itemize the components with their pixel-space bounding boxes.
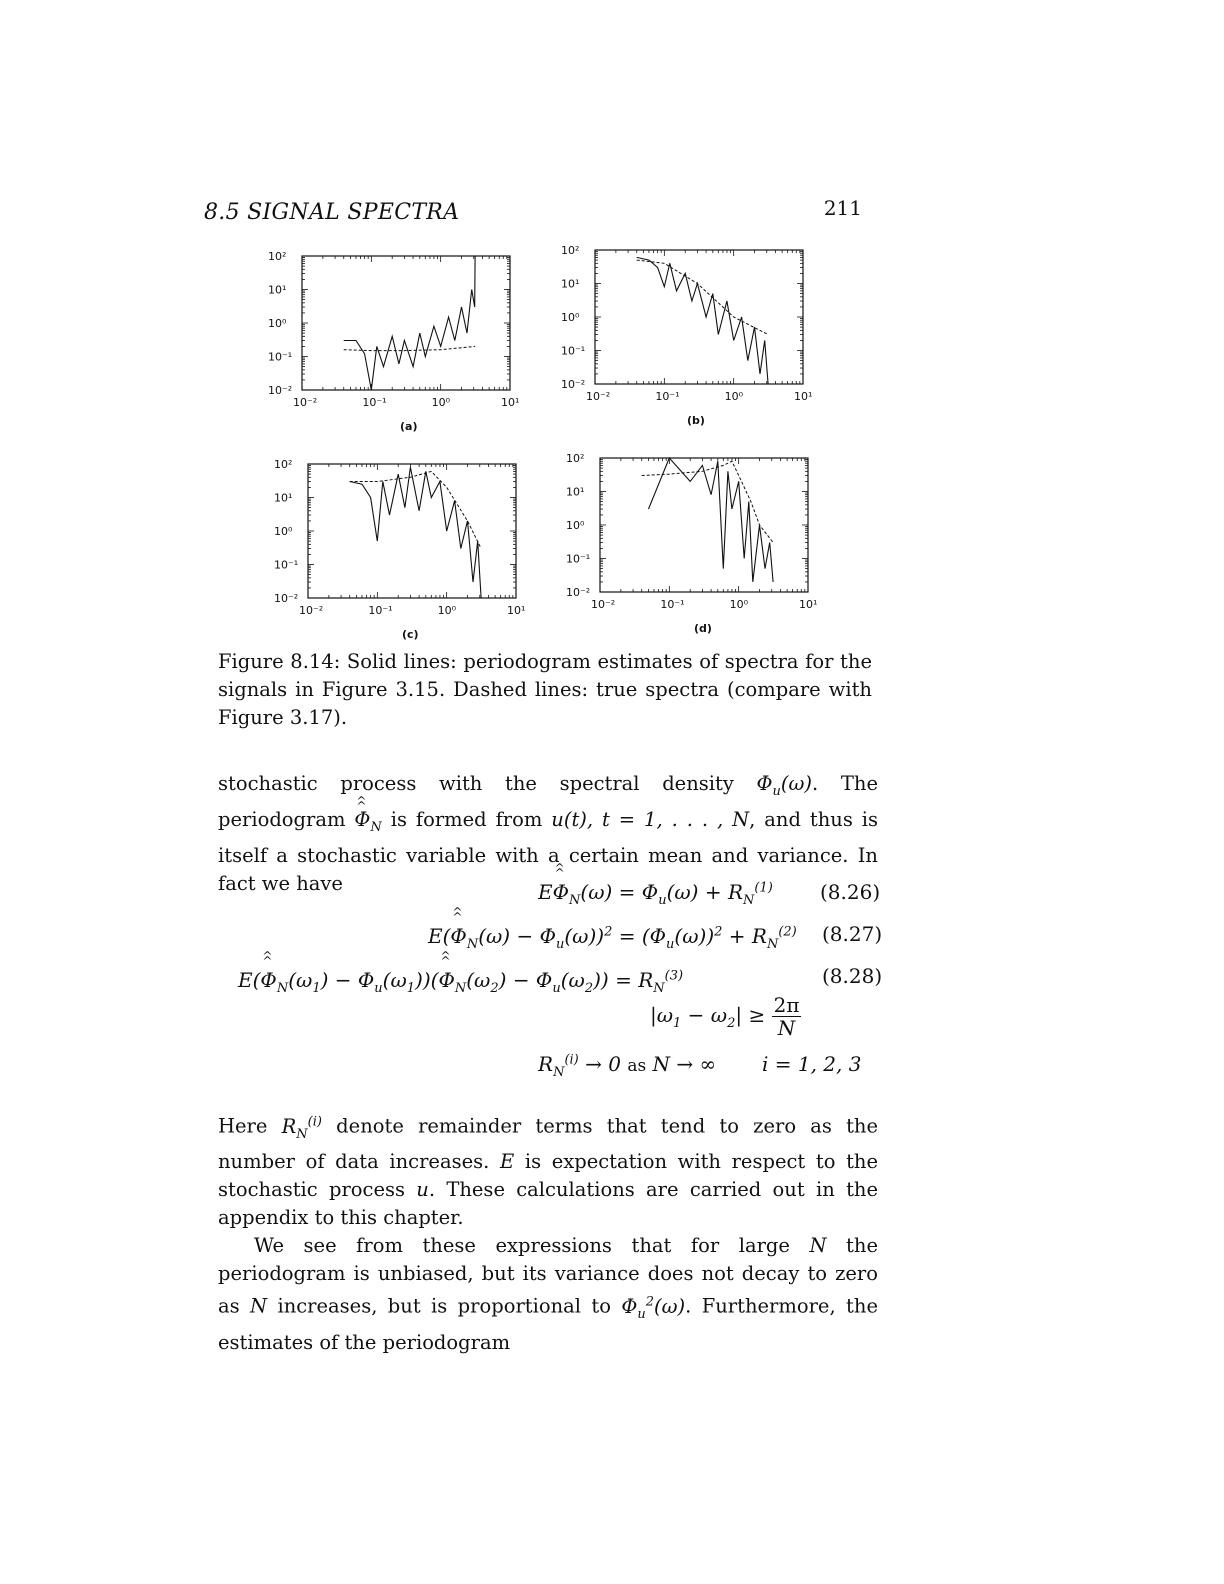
para2-text-b: denote remainder terms that tend to zero as the number of data increases. — [218, 1114, 879, 1174]
index-range: i = 1, 2, 3 — [762, 1052, 862, 1076]
math-u-t: u(t), t = 1, . . . , N — [551, 807, 750, 831]
y-tick-label: 10⁻¹ — [274, 558, 299, 572]
equation-8-26: E^ Φ $\^{}_N(\omega) = \Phi_u(\omega) + R_N^{(1)}$ — [538, 880, 773, 908]
para2-text-d: . These calculations are carried out in the appendix to this chapter. — [218, 1178, 878, 1230]
section-title: 8.5 SIGNAL SPECTRA — [204, 200, 460, 225]
limit-as-text: as — [627, 1056, 647, 1076]
x-tick-label: 10¹ — [799, 598, 818, 611]
panel-label-b: (b) — [687, 414, 705, 427]
y-tick-label: 10² — [268, 250, 287, 263]
para2-text-a: Here — [218, 1114, 282, 1138]
x-tick-label: 10⁻² — [299, 604, 324, 617]
x-tick-label: 10¹ — [507, 604, 526, 617]
panel-label-c: (c) — [402, 628, 419, 641]
y-tick-label: 10⁰ — [274, 525, 293, 538]
equation-8-27: E(^ Φ $\^{}_N(\omega) - \Phi_u(\omega))^2 = (\Phi_u(\omega))^2 + R_N^{(2)}$ — [428, 924, 797, 952]
plot-frame — [302, 256, 510, 390]
equation-8-28: E(^ Φ $\^{}_N(\omega_1)$ − $\Phi_u(\omega_1))(\^{}$ Φ $\^{}_N(\omega_2) - \Phi_u(\omega_2)) = R_N^{(3)}$ — [238, 968, 683, 996]
spectrum-panel-d — [560, 446, 850, 656]
panel-label-a: (a) — [400, 420, 418, 433]
periodogram-line — [637, 257, 768, 384]
periodogram-line — [350, 467, 481, 598]
y-tick-label: 10² — [274, 458, 293, 471]
x-tick-label: 10⁰ — [729, 598, 749, 611]
equation-remainder-limit: $R_N^{(i)} \to 0$ as N → ∞ — [538, 1052, 717, 1080]
x-tick-label: 10⁰ — [724, 390, 744, 403]
paragraph-3: We see from these expressions that for large N the periodogram is unbiased, but its variance does not decay to zero as N increases, but is proportional to $\Phi_u^2(\omega)$. Furthermore, the estimates of the periodogram — [218, 1234, 878, 1354]
periodogram-line — [344, 256, 475, 390]
y-tick-label: 10² — [566, 452, 585, 465]
equation-omega-condition: $|\omega_1 - \omega_2|$ ≥ $\frac{2\pi}{N}$ — [650, 993, 800, 1040]
x-tick-label: 10⁰ — [431, 396, 451, 409]
y-tick-label: 10⁰ — [268, 317, 287, 330]
y-tick-label: 10⁻² — [561, 378, 586, 391]
x-tick-label: 10⁻¹ — [362, 396, 387, 409]
panel-label-d: (d) — [694, 622, 712, 635]
para1-text-a: stochastic process with the spectral density — [218, 772, 757, 795]
y-tick-label: 10⁻¹ — [561, 344, 586, 358]
y-tick-label: 10⁻² — [274, 592, 299, 605]
eq-number-8-28: (8.28) — [822, 964, 883, 988]
para3-text-d: . Furthermore, the estimates of the periodogram — [218, 1294, 878, 1354]
para2-text-c: is expectation with respect to the stochastic process — [218, 1150, 879, 1202]
x-tick-label: 10⁻¹ — [368, 604, 393, 617]
y-tick-label: 10⁻² — [566, 586, 591, 599]
y-tick-label: 10¹ — [274, 491, 293, 505]
y-tick-label: 10⁰ — [566, 519, 585, 532]
true-spectrum-line — [642, 461, 773, 542]
true-spectrum-line — [637, 260, 768, 334]
spectrum-panel-b — [555, 238, 845, 448]
spectrum-panel-a — [262, 244, 552, 454]
page-number: 211 — [823, 196, 862, 220]
x-tick-label: 10⁻² — [293, 396, 318, 409]
y-tick-label: 10⁻² — [268, 384, 293, 397]
math-phi-hat-n: ^ Φ ^ — [354, 806, 370, 834]
para1-text-d: , and thus is itself a stochastic variable with a certain mean and variance. In fact we have — [218, 807, 879, 895]
x-tick-label: 10⁻¹ — [655, 390, 680, 403]
x-tick-label: 10¹ — [501, 396, 520, 409]
y-tick-label: 10⁻¹ — [268, 350, 293, 364]
y-tick-label: 10¹ — [566, 485, 585, 499]
y-tick-label: 10⁰ — [561, 311, 580, 324]
true-spectrum-line — [344, 346, 475, 350]
para1-text-b: . The periodogram — [218, 772, 878, 831]
para3-text-c: increases, but is proportional to — [267, 1294, 622, 1318]
paragraph-2: Here $R_N^{(i)}$ denote remainder terms that tend to zero as the number of data increases. E is expectation with respect to the stochastic process u. These calculations are carried out in the appendix to this chapter. We see from these expressions that for large N the periodogram is unbiased, but its variance does not decay to zero as N increases, but is proportional to $\Phi_u^2(\omega)$. Furthermore, the estimates of the periodogram — [218, 1108, 878, 1357]
plot-frame — [595, 250, 803, 384]
spectrum-panel-c — [268, 452, 558, 662]
y-tick-label: 10² — [561, 244, 580, 257]
para1-text-c: is formed from — [381, 807, 552, 831]
periodogram-line — [649, 458, 774, 582]
plot-frame — [600, 458, 808, 592]
para3-text-b: the periodogram is unbiased, but its variance does not decay to zero as — [218, 1234, 878, 1318]
para3-text-a: We see from these expressions that for large — [254, 1234, 810, 1258]
eq-number-8-27: (8.27) — [822, 922, 883, 946]
x-tick-label: 10⁻² — [591, 598, 616, 611]
math-phi-u: $\Phi_u(\omega)$ — [756, 772, 813, 799]
eq-number-8-26: (8.26) — [820, 880, 881, 904]
x-tick-label: 10¹ — [794, 390, 813, 403]
true-spectrum-line — [350, 471, 481, 548]
x-tick-label: 10⁻² — [586, 390, 611, 403]
y-tick-label: 10¹ — [561, 277, 580, 291]
y-tick-label: 10⁻¹ — [566, 552, 591, 566]
plot-frame — [308, 464, 516, 598]
figure-caption: Figure 8.14: Solid lines: periodogram estimates of spectra for the signals in Figure 3.15. Dashed lines: true spectra (compare with Figure 3.17). — [218, 650, 872, 729]
paragraph-1: stochastic process with the spectral density $\Phi_u(\omega)$. The periodogram ^ Φ $\^{}_N$ is formed from u(t), t = 1, . . . , N, and thus is itself a stochastic variable with a certain mean and variance. In fact we have — [218, 770, 878, 898]
x-tick-label: 10⁻¹ — [660, 598, 685, 611]
page-header — [204, 196, 864, 236]
y-tick-label: 10¹ — [268, 283, 287, 297]
x-tick-label: 10⁰ — [437, 604, 457, 617]
